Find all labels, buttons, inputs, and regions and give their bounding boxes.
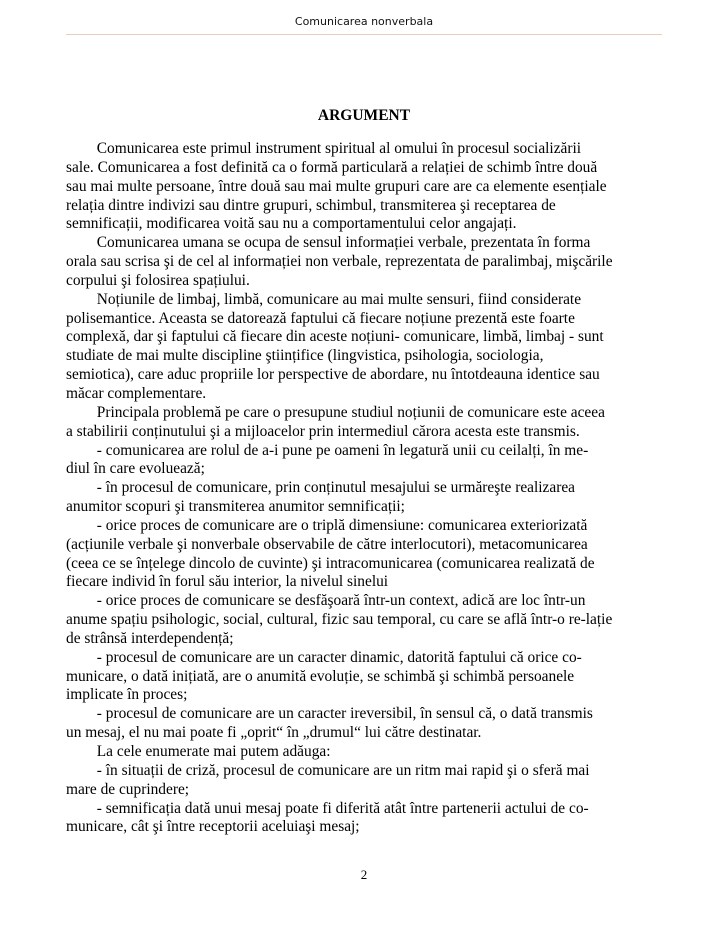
text-line: studiate de mai multe discipline ştiințifice (lingvistica, psihologia, sociologia,	[66, 347, 544, 365]
text-line: - orice proces de comunicare se desfăşoară într-un context, adică are loc într-un	[66, 592, 586, 610]
text-line: orala sau scrisa şi de cel al informației non verbale, reprezentata de paralimbaj, mişcările	[66, 253, 613, 271]
text-line: măcar complementare.	[66, 384, 207, 402]
text-line: semiotica), care aduc propriile lor perspective de abordare, nu întotdeauna identice sau	[66, 366, 600, 384]
header-divider	[66, 34, 662, 35]
text-line: - orice proces de comunicare are o triplă dimensiune: comunicarea exteriorizată	[66, 516, 588, 534]
text-line: anumitor scopuri şi transmiterea anumitor semnificații;	[66, 498, 405, 516]
text-line: complexă, dar şi faptului că fiecare din aceste noțiuni- comunicare, limbă, limbaj - sunt	[66, 328, 604, 346]
text-line: corpului şi folosirea spațiului.	[66, 271, 250, 289]
text-line: municare, o dată inițiată, are o anumită evoluție, se schimbă şi schimbă persoanele	[66, 667, 575, 685]
page-number: 2	[360, 867, 368, 882]
text-line: anume spațiu psihologic, social, cultural, fizic sau temporal, cu care se află într-o re-lație	[66, 611, 613, 629]
text-line: polisemantice. Aceasta se datorează faptului că fiecare noțiune prezentă este foarte	[66, 309, 575, 327]
text-line: sau mai multe persoane, între două sau mai multe grupuri care are ca elemente esențiale	[66, 177, 607, 195]
text-line: municare, cât şi între receptorii aceluiaşi mesaj;	[66, 818, 360, 836]
text-line: Principala problemă pe care o presupune studiul noțiunii de comunicare este aceea	[66, 403, 605, 421]
text-line: Comunicarea este primul instrument spiritual al omului în procesul socializării	[66, 140, 582, 157]
text-line: Comunicarea umana se ocupa de sensul informației verbale, prezentata în forma	[66, 234, 591, 252]
text-line: relația dintre indivizi sau dintre grupuri, schimbul, transmiterea şi receptarea de	[66, 196, 556, 214]
text-line: (acțiunile verbale şi nonverbale observabile de către interlocutori), metacomunicarea	[66, 535, 588, 553]
text-line: fiecare individ în forul său interior, la nivelul sinelui	[66, 573, 389, 591]
text-line: mare de cuprindere;	[66, 780, 190, 798]
text-line: - procesul de comunicare are un caracter ireversibil, în sensul că, o dată transmis	[66, 705, 593, 723]
text-line: Noțiunile de limbaj, limbă, comunicare au mai multe sensuri, fiind considerate	[66, 290, 582, 308]
text-line: - procesul de comunicare are un caracter dinamic, datorită faptului că orice co-	[66, 648, 582, 666]
text-line: - în procesul de comunicare, prin conținutul mesajului se urmăreşte realizarea	[66, 479, 575, 497]
section-heading: ARGUMENT	[317, 107, 411, 124]
text-line: sale. Comunicarea a fost definită ca o formă particulară a relației de schimb între două	[66, 158, 598, 176]
text-line: de strânsă interdependență;	[66, 629, 234, 647]
text-line: (ceea ce se înțelege dincolo de cuvinte) şi intracomunicarea (comunicarea realizată de	[66, 554, 595, 572]
text-line: diul în care evoluează;	[66, 460, 205, 478]
text-line: implicate în proces;	[66, 686, 188, 704]
text-line: a stabilirii conținutului şi a mijloacelor prin intermediul cărora acesta este transmis.	[66, 422, 580, 440]
text-line: un mesaj, el nu mai poate fi „oprit“ în „drumul“ lui către destinatar.	[66, 724, 482, 742]
running-header: Comunicarea nonverbala	[294, 15, 434, 28]
body-text	[66, 140, 663, 837]
text-line: - comunicarea are rolul de a-i pune pe oameni în legatură unii cu ceilalți, în me-	[66, 441, 589, 459]
text-line: La cele enumerate mai putem adăuga:	[66, 743, 331, 760]
text-line: - semnificația dată unui mesaj poate fi diferită atât între partenerii actului de co-	[66, 799, 589, 817]
text-line: - în situații de criză, procesul de comunicare are un ritm mai rapid şi o sferă mai	[66, 761, 590, 779]
text-line: semnificații, modificarea voită sau nu a comportamentului celor angajați.	[66, 215, 517, 233]
